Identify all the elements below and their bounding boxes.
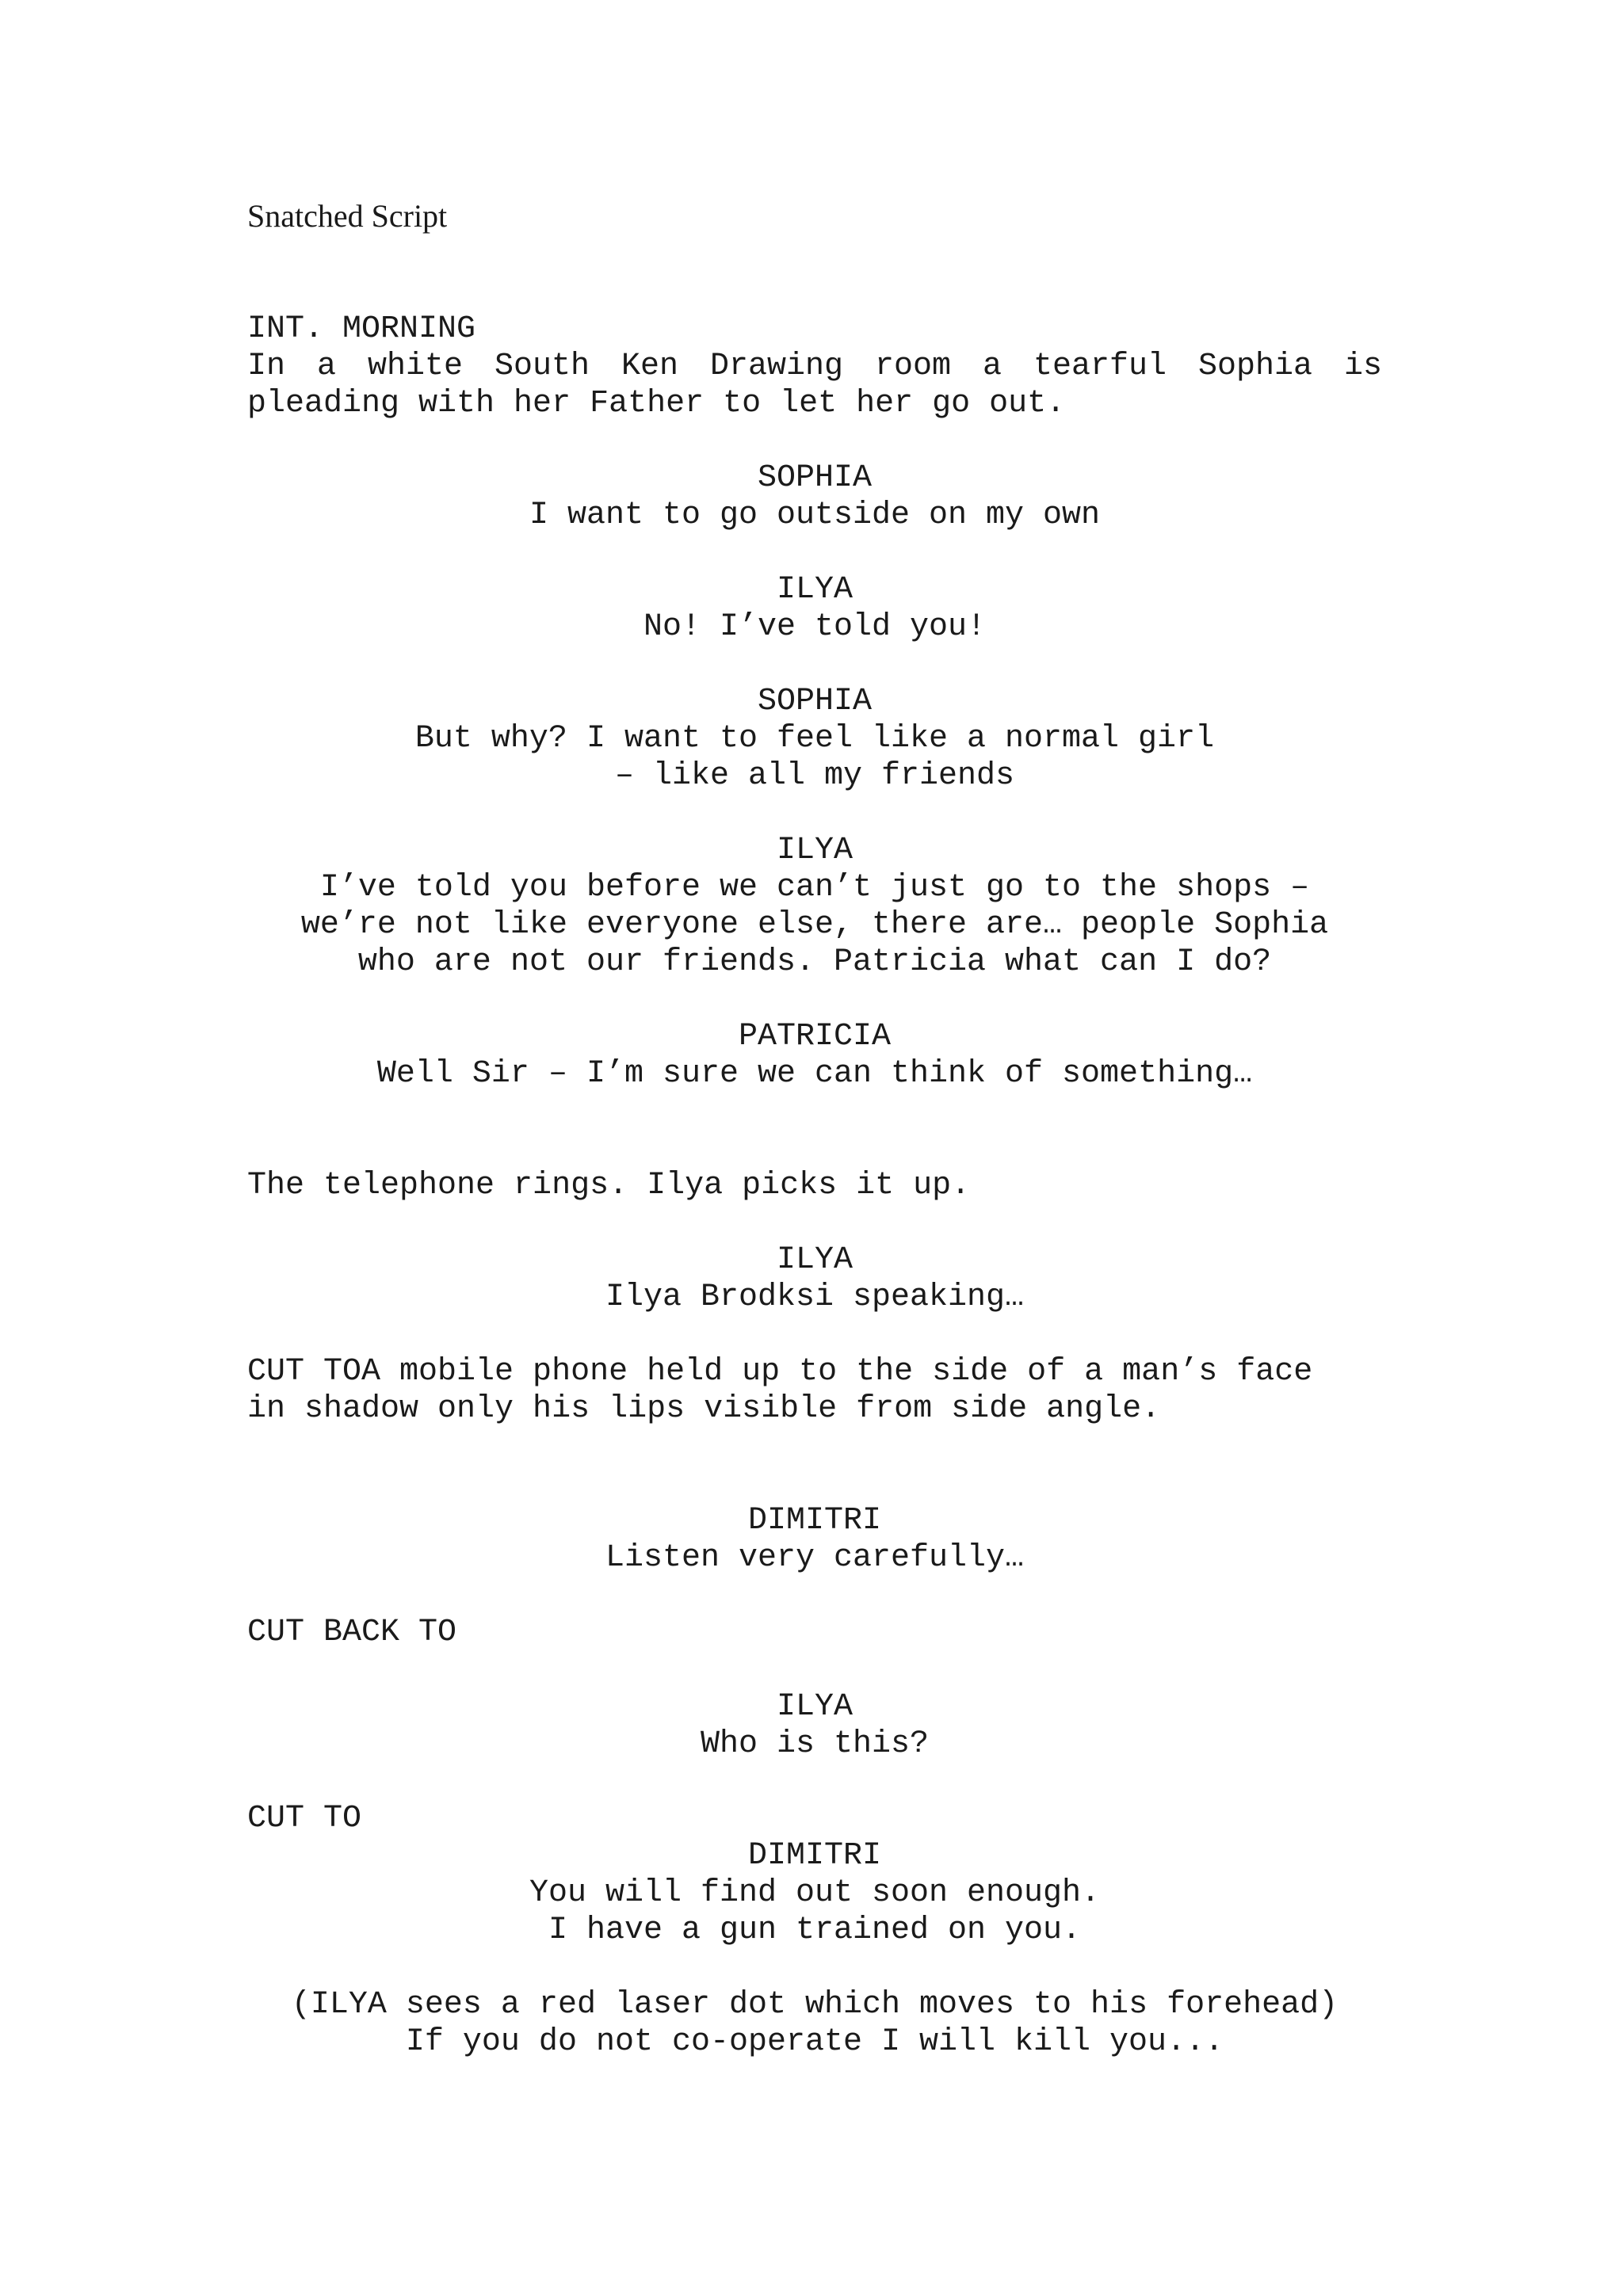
dialogue-line: we’re not like everyone else, there are… people Sophia: [300, 907, 1329, 943]
dialogue-line: I have a gun trained on you.: [548, 1913, 1082, 1948]
document-title: Snatched Script: [247, 198, 448, 234]
script-body: [247, 311, 1382, 2061]
character-name: ILYA: [776, 572, 853, 608]
dialogue-line: Who is this?: [700, 1726, 930, 1762]
character-name: DIMITRI: [747, 1838, 882, 1874]
character-name: SOPHIA: [757, 460, 873, 496]
character-name: SOPHIA: [757, 684, 873, 719]
dialogue-line: who are not our friends. Patricia what can I do?: [357, 944, 1272, 980]
action-line: In a white South Ken Drawing room a tearful Sophia is: [247, 349, 1382, 384]
scene-heading: INT. MORNING: [247, 311, 476, 347]
parenthetical: (ILYA sees a red laser dot which moves to his forehead): [291, 1987, 1338, 2023]
dialogue-line: No! I’ve told you!: [643, 609, 987, 645]
dialogue-line: Listen very carefully…: [605, 1540, 1025, 1576]
dialogue-line: I want to go outside on my own: [529, 498, 1101, 533]
dialogue-line: If you do not co-operate I will kill you...: [405, 2024, 1224, 2060]
action-line: pleading with her Father to let her go out.: [247, 386, 1066, 421]
dialogue-line: But why? I want to feel like a normal girl: [414, 721, 1215, 757]
character-name: PATRICIA: [738, 1019, 892, 1055]
dialogue-line: I’ve told you before we can’t just go to the shops –: [319, 870, 1310, 906]
dialogue-line: Well Sir – I’m sure we can think of something…: [376, 1056, 1253, 1092]
transition: CUT TO: [247, 1801, 362, 1836]
dialogue-line: You will find out soon enough.: [529, 1875, 1101, 1911]
action-line: in shadow only his lips visible from side angle.: [247, 1391, 1161, 1427]
character-name: ILYA: [776, 1242, 853, 1278]
character-name: ILYA: [776, 833, 853, 868]
character-name: DIMITRI: [747, 1503, 882, 1539]
action-line: The telephone rings. Ilya picks it up.: [247, 1168, 971, 1203]
transition: CUT BACK TO: [247, 1615, 457, 1650]
action-line: CUT TOA mobile phone held up to the side of a man’s face: [247, 1354, 1313, 1390]
dialogue-line: Ilya Brodksi speaking…: [605, 1280, 1025, 1315]
character-name: ILYA: [776, 1689, 853, 1725]
dialogue-line: – like all my friends: [614, 758, 1015, 794]
